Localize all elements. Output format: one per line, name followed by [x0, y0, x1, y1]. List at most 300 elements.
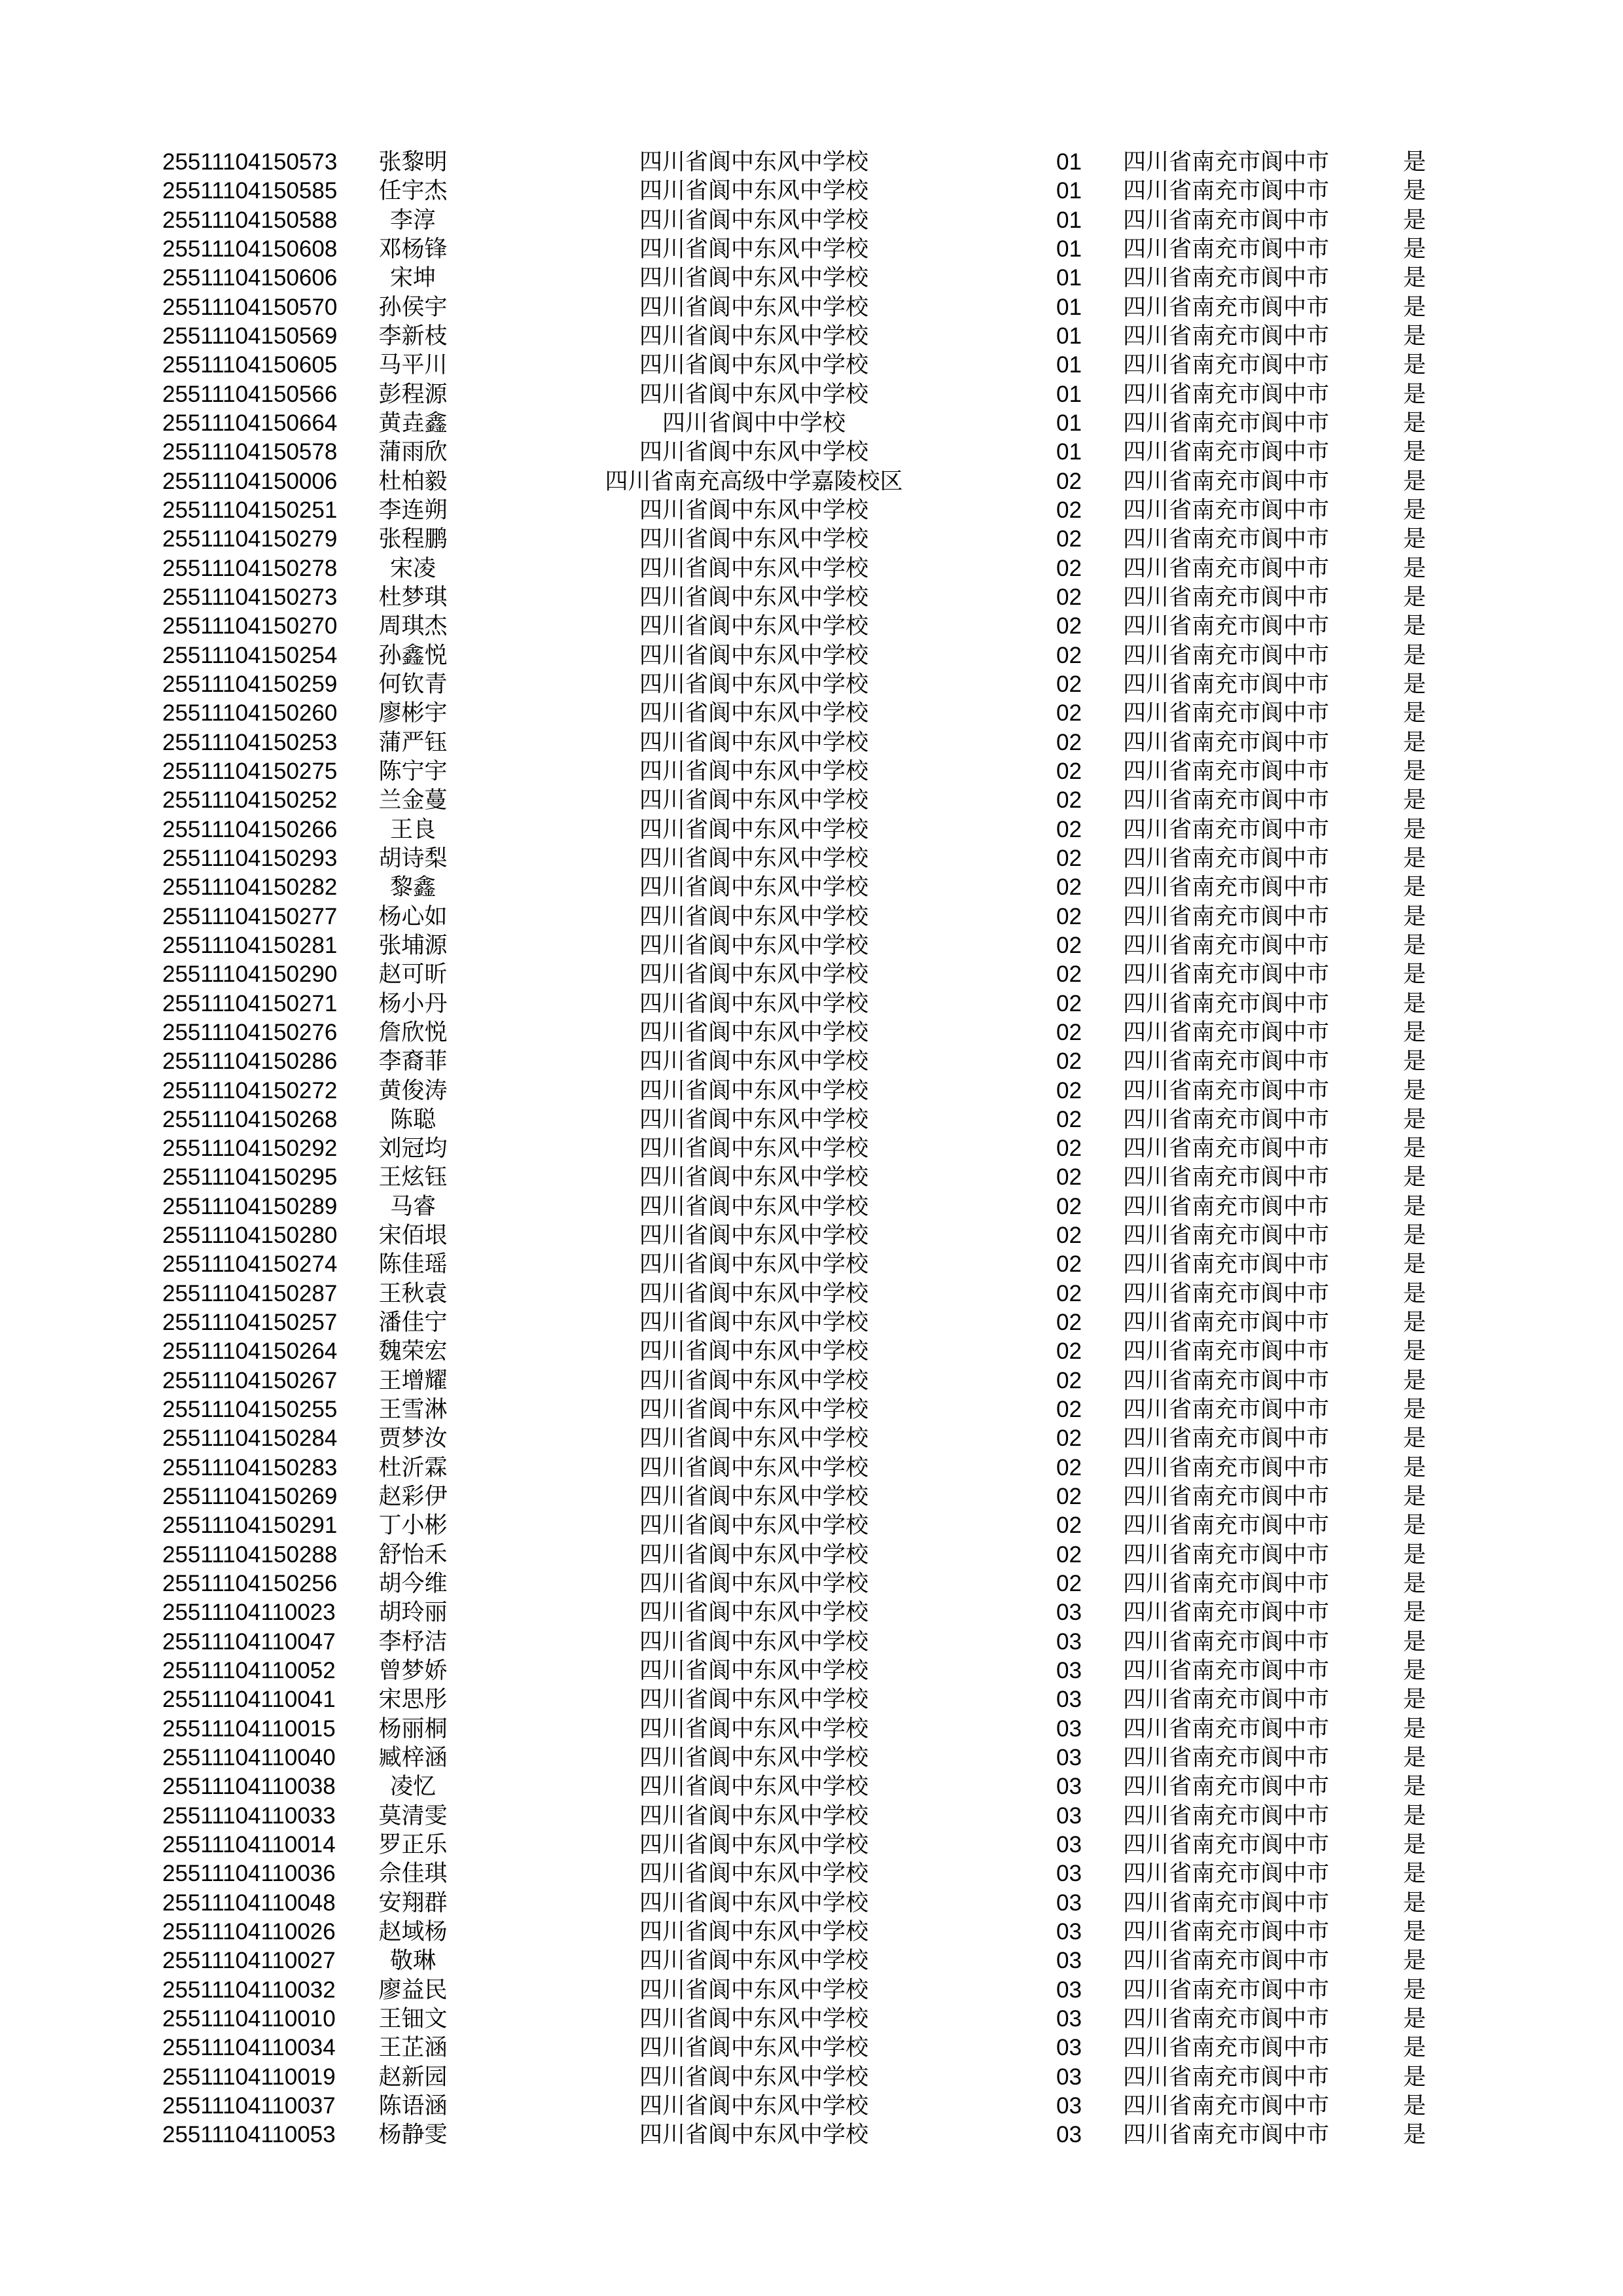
- status-flag: 是: [1403, 1454, 1427, 1480]
- status-flag: 是: [1403, 1397, 1427, 1423]
- category-code: 01: [1056, 265, 1082, 291]
- exam-number: 25511104110038: [162, 1774, 336, 1800]
- exam-number: 25511104110019: [162, 2064, 336, 2090]
- student-name: 蒲严钰: [378, 729, 448, 755]
- exam-number: 25511104110041: [162, 1687, 336, 1713]
- exam-number: 25511104150295: [162, 1164, 338, 1191]
- table-row: [0, 931, 1623, 960]
- category-code: 02: [1056, 1338, 1082, 1365]
- table-row: [0, 351, 1623, 380]
- school-name: 四川省阆中东风中学校: [639, 1628, 868, 1655]
- table-row: [0, 554, 1623, 583]
- exam-number: 25511104150291: [162, 1513, 338, 1539]
- exam-number: 25511104150606: [162, 265, 338, 291]
- category-code: 01: [1056, 178, 1082, 204]
- exam-number: 25511104150585: [162, 178, 338, 204]
- exam-number: 25511104110023: [162, 1600, 336, 1626]
- exam-number: 25511104150292: [162, 1136, 338, 1162]
- region-name: 四川省南充市阆中市: [1123, 381, 1330, 407]
- school-name: 四川省阆中东风中学校: [639, 903, 868, 929]
- exam-number: 25511104150608: [162, 236, 338, 262]
- student-name: 杨静雯: [378, 2122, 448, 2148]
- table-row: [0, 1250, 1623, 1279]
- table-row: [0, 1047, 1623, 1076]
- school-name: 四川省阆中东风中学校: [639, 1687, 868, 1713]
- category-code: 02: [1056, 1223, 1082, 1249]
- status-flag: 是: [1403, 1367, 1427, 1393]
- student-name: 詹欣悦: [378, 1019, 448, 1045]
- school-name: 四川省阆中东风中学校: [639, 294, 868, 320]
- status-flag: 是: [1403, 787, 1427, 814]
- region-name: 四川省南充市阆中市: [1123, 787, 1330, 814]
- status-flag: 是: [1403, 2006, 1427, 2032]
- category-code: 02: [1056, 1484, 1082, 1510]
- category-code: 02: [1056, 1164, 1082, 1191]
- status-flag: 是: [1403, 729, 1427, 755]
- status-flag: 是: [1403, 1715, 1427, 1742]
- exam-number: 25511104150578: [162, 439, 338, 465]
- exam-number: 25511104110010: [162, 2006, 336, 2032]
- school-name: 四川省阆中东风中学校: [639, 1890, 868, 1916]
- table-row: [0, 409, 1623, 438]
- table-row: [0, 583, 1623, 612]
- school-name: 四川省南充高级中学嘉陵校区: [605, 468, 903, 494]
- status-flag: 是: [1403, 1977, 1427, 2003]
- student-name: 周琪杰: [378, 613, 448, 639]
- region-name: 四川省南充市阆中市: [1123, 1832, 1330, 1858]
- student-name: 赵域杨: [378, 1919, 448, 1945]
- school-name: 四川省阆中东风中学校: [639, 2035, 868, 2061]
- exam-number: 25511104150605: [162, 352, 338, 378]
- student-name: 孙鑫悦: [378, 642, 448, 668]
- exam-number: 25511104150264: [162, 1338, 338, 1365]
- school-name: 四川省阆中东风中学校: [639, 1019, 868, 1045]
- student-name: 王雪淋: [378, 1397, 448, 1423]
- exam-number: 25511104150566: [162, 381, 338, 407]
- exam-number: 25511104150281: [162, 932, 338, 958]
- school-name: 四川省阆中中学校: [662, 410, 846, 436]
- category-code: 03: [1056, 2064, 1082, 2090]
- school-name: 四川省阆中东风中学校: [639, 1164, 868, 1191]
- category-code: 03: [1056, 1745, 1082, 1771]
- table-row: [0, 960, 1623, 989]
- student-name: 彭程源: [378, 381, 448, 407]
- region-name: 四川省南充市阆中市: [1123, 845, 1330, 871]
- region-name: 四川省南充市阆中市: [1123, 497, 1330, 523]
- student-name: 曾梦娇: [378, 1658, 448, 1684]
- category-code: 02: [1056, 555, 1082, 581]
- status-flag: 是: [1403, 352, 1427, 378]
- school-name: 四川省阆中东风中学校: [639, 236, 868, 262]
- region-name: 四川省南充市阆中市: [1123, 729, 1330, 755]
- school-name: 四川省阆中东风中学校: [639, 1338, 868, 1365]
- table-row: [0, 728, 1623, 757]
- status-flag: 是: [1403, 381, 1427, 407]
- table-row: [0, 1772, 1623, 1801]
- region-name: 四川省南充市阆中市: [1123, 816, 1330, 842]
- region-name: 四川省南充市阆中市: [1123, 874, 1330, 901]
- category-code: 02: [1056, 874, 1082, 901]
- table-row: [0, 1657, 1623, 1685]
- exam-number: 25511104150287: [162, 1280, 338, 1306]
- school-name: 四川省阆中东风中学校: [639, 526, 868, 552]
- status-flag: 是: [1403, 468, 1427, 494]
- school-name: 四川省阆中东风中学校: [639, 932, 868, 958]
- status-flag: 是: [1403, 1223, 1427, 1249]
- category-code: 01: [1056, 207, 1082, 233]
- student-name: 李新枝: [378, 323, 448, 349]
- region-name: 四川省南充市阆中市: [1123, 1948, 1330, 1974]
- status-flag: 是: [1403, 932, 1427, 958]
- status-flag: 是: [1403, 642, 1427, 668]
- category-code: 01: [1056, 294, 1082, 320]
- table-row: [0, 1424, 1623, 1453]
- status-flag: 是: [1403, 1571, 1427, 1597]
- table-row: [0, 1454, 1623, 1482]
- region-name: 四川省南充市阆中市: [1123, 700, 1330, 726]
- student-name: 廖益民: [378, 1977, 448, 2003]
- category-code: 02: [1056, 1513, 1082, 1539]
- table-row: [0, 1280, 1623, 1308]
- category-code: 02: [1056, 468, 1082, 494]
- category-code: 01: [1056, 381, 1082, 407]
- category-code: 02: [1056, 1310, 1082, 1336]
- table-row: [0, 148, 1623, 177]
- school-name: 四川省阆中东风中学校: [639, 1106, 868, 1132]
- region-name: 四川省南充市阆中市: [1123, 236, 1330, 262]
- student-name: 张埔源: [378, 932, 448, 958]
- school-name: 四川省阆中东风中学校: [639, 1600, 868, 1626]
- status-flag: 是: [1403, 1861, 1427, 1887]
- school-name: 四川省阆中东风中学校: [639, 1745, 868, 1771]
- region-name: 四川省南充市阆中市: [1123, 1251, 1330, 1278]
- student-name: 王增耀: [378, 1367, 448, 1393]
- student-name: 王芷涵: [378, 2035, 448, 2061]
- student-name: 陈语涵: [378, 2092, 448, 2119]
- school-name: 四川省阆中东风中学校: [639, 1658, 868, 1684]
- table-row: [0, 1134, 1623, 1163]
- student-name: 莫清雯: [378, 1803, 448, 1829]
- region-name: 四川省南充市阆中市: [1123, 1715, 1330, 1742]
- table-row: [0, 699, 1623, 728]
- category-code: 01: [1056, 352, 1082, 378]
- category-code: 03: [1056, 2006, 1082, 2032]
- category-code: 03: [1056, 1977, 1082, 2003]
- category-code: 03: [1056, 2035, 1082, 2061]
- exam-number: 25511104110032: [162, 1977, 336, 2003]
- school-name: 四川省阆中东风中学校: [639, 149, 868, 175]
- student-name: 刘冠均: [378, 1136, 448, 1162]
- exam-number: 25511104110040: [162, 1745, 336, 1771]
- region-name: 四川省南充市阆中市: [1123, 1484, 1330, 1510]
- table-row: [0, 293, 1623, 322]
- student-name: 宋凌: [389, 555, 436, 581]
- category-code: 02: [1056, 1136, 1082, 1162]
- exam-number: 25511104150259: [162, 671, 338, 697]
- status-flag: 是: [1403, 816, 1427, 842]
- school-name: 四川省阆中东风中学校: [639, 497, 868, 523]
- school-name: 四川省阆中东风中学校: [639, 1484, 868, 1510]
- table-row: [0, 235, 1623, 264]
- student-name: 李淳: [389, 207, 436, 233]
- student-name: 魏荣宏: [378, 1338, 448, 1365]
- student-name: 王炫钰: [378, 1164, 448, 1191]
- exam-number: 25511104150256: [162, 1571, 338, 1597]
- status-flag: 是: [1403, 2122, 1427, 2148]
- student-name: 张程鹏: [378, 526, 448, 552]
- region-name: 四川省南充市阆中市: [1123, 294, 1330, 320]
- region-name: 四川省南充市阆中市: [1123, 1397, 1330, 1423]
- region-name: 四川省南充市阆中市: [1123, 2122, 1330, 2148]
- category-code: 02: [1056, 613, 1082, 639]
- table-row: [0, 1105, 1623, 1134]
- table-row: [0, 525, 1623, 554]
- region-name: 四川省南充市阆中市: [1123, 1571, 1330, 1597]
- status-flag: 是: [1403, 1890, 1427, 1916]
- status-flag: 是: [1403, 1193, 1427, 1219]
- status-flag: 是: [1403, 1019, 1427, 1045]
- status-flag: 是: [1403, 207, 1427, 233]
- student-name: 赵新园: [378, 2064, 448, 2090]
- region-name: 四川省南充市阆中市: [1123, 932, 1330, 958]
- table-row: [0, 1744, 1623, 1772]
- exam-number: 25511104150588: [162, 207, 338, 233]
- table-row: [0, 1859, 1623, 1888]
- category-code: 01: [1056, 236, 1082, 262]
- table-row: [0, 1976, 1623, 2005]
- category-code: 02: [1056, 642, 1082, 668]
- status-flag: 是: [1403, 236, 1427, 262]
- region-name: 四川省南充市阆中市: [1123, 1019, 1330, 1045]
- student-name: 杜柏毅: [378, 468, 448, 494]
- region-name: 四川省南充市阆中市: [1123, 584, 1330, 610]
- table-row: [0, 1193, 1623, 1221]
- region-name: 四川省南充市阆中市: [1123, 1077, 1330, 1103]
- region-name: 四川省南充市阆中市: [1123, 1658, 1330, 1684]
- region-name: 四川省南充市阆中市: [1123, 1774, 1330, 1800]
- student-name: 李杼洁: [378, 1628, 448, 1655]
- status-flag: 是: [1403, 961, 1427, 988]
- table-row: [0, 322, 1623, 351]
- exam-number: 25511104150286: [162, 1049, 338, 1075]
- exam-number: 25511104150006: [162, 468, 338, 494]
- exam-number: 25511104150279: [162, 526, 338, 552]
- status-flag: 是: [1403, 265, 1427, 291]
- student-name: 孙侯宇: [378, 294, 448, 320]
- table-row: [0, 1685, 1623, 1714]
- table-row: [0, 816, 1623, 844]
- table-row: [0, 177, 1623, 206]
- student-name: 杨丽桐: [378, 1715, 448, 1742]
- status-flag: 是: [1403, 555, 1427, 581]
- status-flag: 是: [1403, 178, 1427, 204]
- status-flag: 是: [1403, 613, 1427, 639]
- region-name: 四川省南充市阆中市: [1123, 1106, 1330, 1132]
- student-name: 赵可昕: [378, 961, 448, 988]
- student-name: 赵彩伊: [378, 1484, 448, 1510]
- status-flag: 是: [1403, 1484, 1427, 1510]
- table-row: [0, 1511, 1623, 1540]
- school-name: 四川省阆中东风中学校: [639, 2006, 868, 2032]
- school-name: 四川省阆中东风中学校: [639, 1251, 868, 1278]
- table-row: [0, 612, 1623, 641]
- region-name: 四川省南充市阆中市: [1123, 207, 1330, 233]
- region-name: 四川省南充市阆中市: [1123, 1193, 1330, 1219]
- status-flag: 是: [1403, 1687, 1427, 1713]
- region-name: 四川省南充市阆中市: [1123, 758, 1330, 784]
- student-name: 兰金蔓: [378, 787, 448, 814]
- school-name: 四川省阆中东风中学校: [639, 1193, 868, 1219]
- category-code: 01: [1056, 323, 1082, 349]
- status-flag: 是: [1403, 2035, 1427, 2061]
- student-name: 邓杨锋: [378, 236, 448, 262]
- region-name: 四川省南充市阆中市: [1123, 468, 1330, 494]
- region-name: 四川省南充市阆中市: [1123, 1338, 1330, 1365]
- exam-number: 25511104150260: [162, 700, 338, 726]
- exam-number: 25511104150272: [162, 1077, 338, 1103]
- region-name: 四川省南充市阆中市: [1123, 1367, 1330, 1393]
- category-code: 01: [1056, 149, 1082, 175]
- exam-number: 25511104150274: [162, 1251, 338, 1278]
- exam-number: 25511104150278: [162, 555, 338, 581]
- category-code: 02: [1056, 990, 1082, 1016]
- student-name: 马平川: [378, 352, 448, 378]
- category-code: 02: [1056, 1541, 1082, 1568]
- school-name: 四川省阆中东风中学校: [639, 1803, 868, 1829]
- student-name: 任宇杰: [378, 178, 448, 204]
- region-name: 四川省南充市阆中市: [1123, 1280, 1330, 1306]
- school-name: 四川省阆中东风中学校: [639, 381, 868, 407]
- category-code: 02: [1056, 1019, 1082, 1045]
- category-code: 02: [1056, 729, 1082, 755]
- student-name: 丁小彬: [378, 1513, 448, 1539]
- school-name: 四川省阆中东风中学校: [639, 352, 868, 378]
- category-code: 03: [1056, 1600, 1082, 1626]
- exam-number: 25511104150252: [162, 787, 338, 814]
- exam-number: 25511104150270: [162, 613, 338, 639]
- exam-number: 25511104150271: [162, 990, 338, 1016]
- table-row: [0, 1802, 1623, 1831]
- school-name: 四川省阆中东风中学校: [639, 729, 868, 755]
- table-row: [0, 1018, 1623, 1047]
- region-name: 四川省南充市阆中市: [1123, 1687, 1330, 1713]
- exam-number: 25511104150254: [162, 642, 338, 668]
- school-name: 四川省阆中东风中学校: [639, 265, 868, 291]
- table-row: [0, 641, 1623, 670]
- school-name: 四川省阆中东风中学校: [639, 1310, 868, 1336]
- school-name: 四川省阆中东风中学校: [639, 1919, 868, 1945]
- table-row: [0, 1367, 1623, 1395]
- exam-number: 25511104110014: [162, 1832, 336, 1858]
- exam-number: 25511104110048: [162, 1890, 336, 1916]
- student-name: 张黎明: [378, 149, 448, 175]
- school-name: 四川省阆中东风中学校: [639, 1948, 868, 1974]
- region-name: 四川省南充市阆中市: [1123, 1600, 1330, 1626]
- school-name: 四川省阆中东风中学校: [639, 2064, 868, 2090]
- student-name: 马睿: [389, 1193, 436, 1219]
- status-flag: 是: [1403, 1541, 1427, 1568]
- school-name: 四川省阆中东风中学校: [639, 758, 868, 784]
- category-code: 02: [1056, 932, 1082, 958]
- category-code: 02: [1056, 1397, 1082, 1423]
- status-flag: 是: [1403, 439, 1427, 465]
- status-flag: 是: [1403, 1658, 1427, 1684]
- category-code: 02: [1056, 1077, 1082, 1103]
- status-flag: 是: [1403, 1338, 1427, 1365]
- region-name: 四川省南充市阆中市: [1123, 265, 1330, 291]
- region-name: 四川省南充市阆中市: [1123, 903, 1330, 929]
- category-code: 02: [1056, 1193, 1082, 1219]
- student-name: 蒲雨欣: [378, 439, 448, 465]
- status-flag: 是: [1403, 1164, 1427, 1191]
- status-flag: 是: [1403, 1077, 1427, 1103]
- student-name: 廖彬宇: [378, 700, 448, 726]
- table-row: [0, 264, 1623, 293]
- category-code: 02: [1056, 1280, 1082, 1306]
- table-row: [0, 1598, 1623, 1627]
- status-flag: 是: [1403, 1919, 1427, 1945]
- table-row: [0, 1541, 1623, 1570]
- school-name: 四川省阆中东风中学校: [639, 1280, 868, 1306]
- table-row: [0, 786, 1623, 815]
- region-name: 四川省南充市阆中市: [1123, 642, 1330, 668]
- region-name: 四川省南充市阆中市: [1123, 1513, 1330, 1539]
- table-row: [0, 1889, 1623, 1918]
- region-name: 四川省南充市阆中市: [1123, 410, 1330, 436]
- student-name: 安翔群: [378, 1890, 448, 1916]
- status-flag: 是: [1403, 1049, 1427, 1075]
- school-name: 四川省阆中东风中学校: [639, 613, 868, 639]
- table-row: [0, 1077, 1623, 1105]
- region-name: 四川省南充市阆中市: [1123, 2064, 1330, 2090]
- school-name: 四川省阆中东风中学校: [639, 845, 868, 871]
- student-name: 王良: [389, 816, 436, 842]
- table-row: [0, 2092, 1623, 2121]
- region-name: 四川省南充市阆中市: [1123, 352, 1330, 378]
- status-flag: 是: [1403, 149, 1427, 175]
- student-name: 黄俊涛: [378, 1077, 448, 1103]
- school-name: 四川省阆中东风中学校: [639, 642, 868, 668]
- status-flag: 是: [1403, 903, 1427, 929]
- status-flag: 是: [1403, 874, 1427, 901]
- category-code: 02: [1056, 1454, 1082, 1480]
- status-flag: 是: [1403, 758, 1427, 784]
- exam-number: 25511104150277: [162, 903, 338, 929]
- student-name: 杜沂霖: [378, 1454, 448, 1480]
- school-name: 四川省阆中东风中学校: [639, 1977, 868, 2003]
- school-name: 四川省阆中东风中学校: [639, 1454, 868, 1480]
- exam-number: 25511104110015: [162, 1715, 336, 1742]
- category-code: 02: [1056, 845, 1082, 871]
- category-code: 03: [1056, 1658, 1082, 1684]
- student-name: 杨小丹: [378, 990, 448, 1016]
- exam-number: 25511104150276: [162, 1019, 338, 1045]
- table-row: [0, 2034, 1623, 2062]
- region-name: 四川省南充市阆中市: [1123, 149, 1330, 175]
- table-row: [0, 990, 1623, 1018]
- table-row: [0, 1831, 1623, 1859]
- category-code: 02: [1056, 961, 1082, 988]
- student-name: 黎鑫: [389, 874, 436, 901]
- school-name: 四川省阆中东风中学校: [639, 990, 868, 1016]
- student-name: 胡今维: [378, 1571, 448, 1597]
- exam-number: 25511104110033: [162, 1803, 336, 1829]
- exam-number: 25511104110027: [162, 1948, 336, 1974]
- category-code: 02: [1056, 1106, 1082, 1132]
- school-name: 四川省阆中东风中学校: [639, 1426, 868, 1452]
- region-name: 四川省南充市阆中市: [1123, 961, 1330, 988]
- table-row: [0, 2005, 1623, 2034]
